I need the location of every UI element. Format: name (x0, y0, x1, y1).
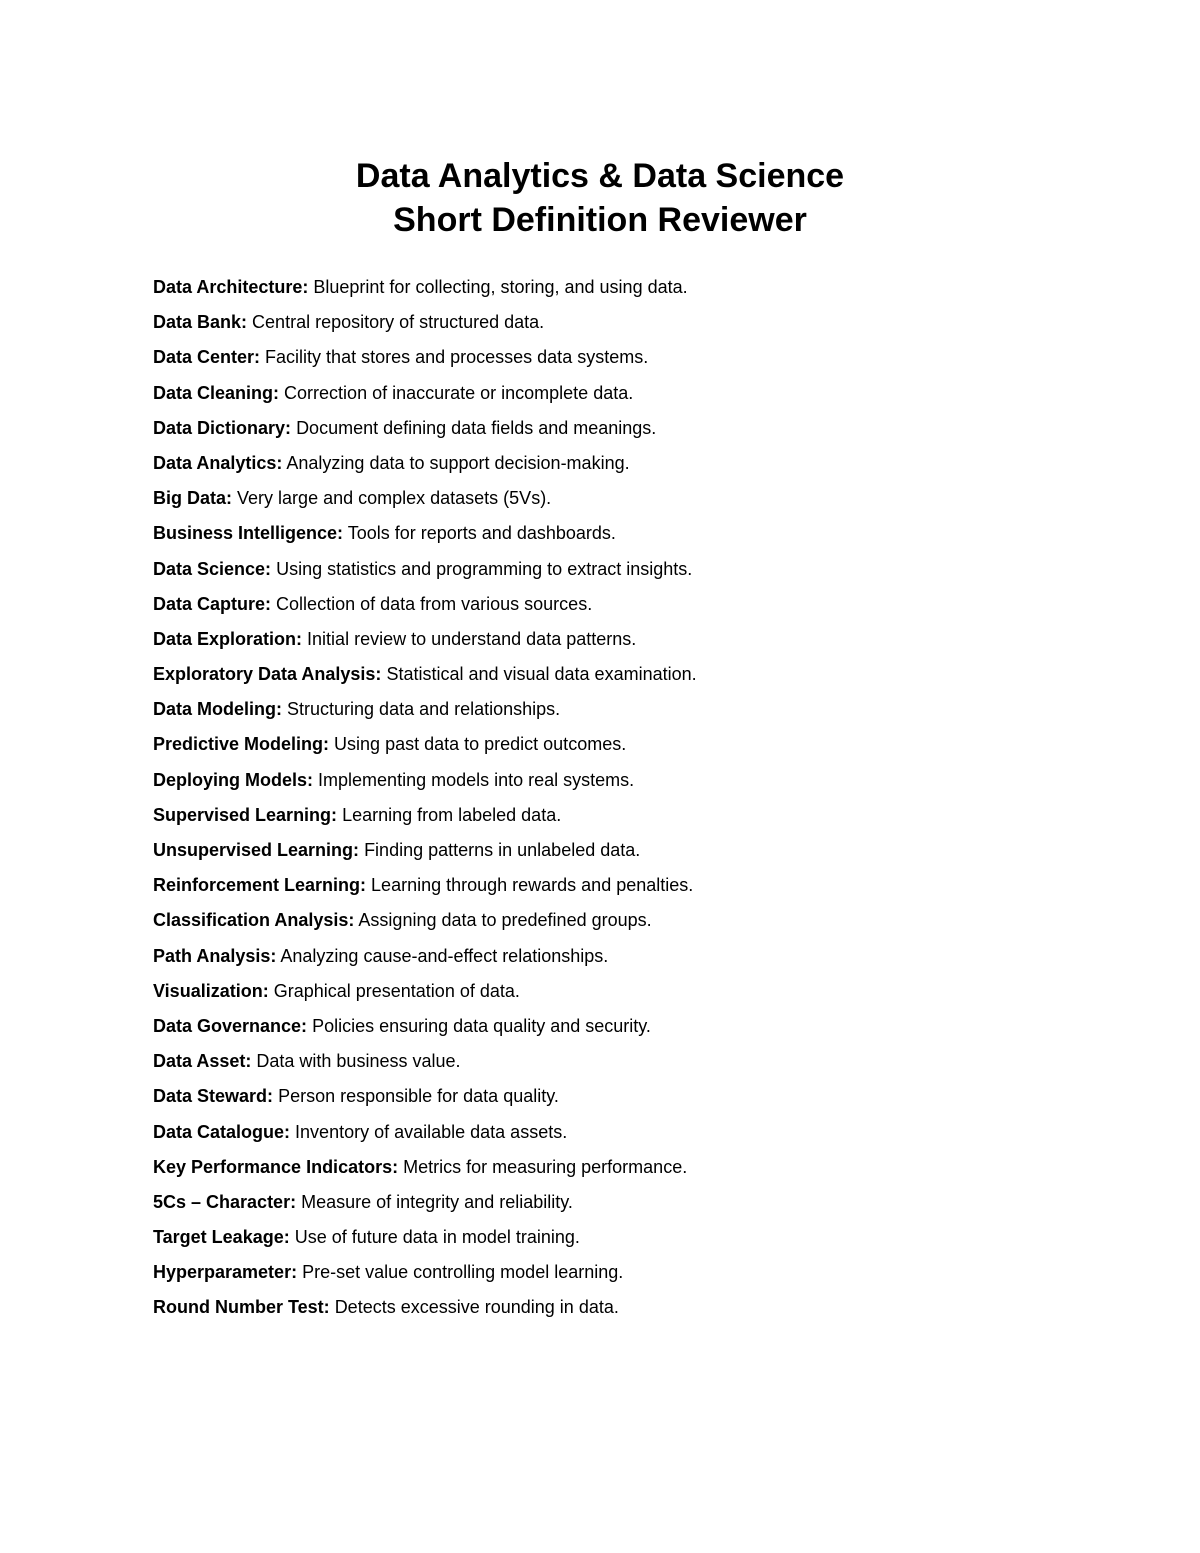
definition-item (153, 1150, 697, 1185)
definition-item (153, 446, 697, 481)
definition-text: Policies ensuring data quality and security. (312, 1015, 651, 1036)
definition-text: Initial review to understand data patterns. (307, 628, 637, 649)
definition-item (153, 1009, 697, 1044)
definition-term: Visualization: (153, 980, 269, 1001)
definition-term: Key Performance Indicators: (153, 1156, 399, 1177)
definition-text: Finding patterns in unlabeled data. (364, 840, 641, 860)
definition-item (153, 552, 697, 587)
definition-item (153, 833, 697, 868)
definition-item (153, 974, 697, 1009)
definition-text: Learning through rewards and penalties. (371, 875, 694, 896)
definition-item (153, 798, 697, 833)
definition-term: Predictive Modeling: (153, 734, 330, 755)
document-title (0, 154, 1200, 242)
definition-term: Reinforcement Learning: (153, 875, 367, 896)
definition-text: Detects excessive rounding in data. (334, 1297, 619, 1318)
definition-text: Data with business value. (256, 1051, 461, 1072)
definition-item (153, 727, 697, 762)
definition-item (153, 411, 697, 446)
definition-term: Data Analytics: (153, 452, 283, 473)
definition-term: Deploying Models: (153, 769, 314, 790)
definition-item (153, 939, 697, 974)
definition-term: Unsupervised Learning: (153, 840, 360, 860)
definition-item (153, 1079, 697, 1114)
definition-term: Data Modeling: (153, 699, 282, 720)
definition-term: Business Intelligence: (153, 523, 344, 544)
definition-item (153, 270, 697, 305)
definition-item (153, 1044, 697, 1079)
definition-term: Classification Analysis: (153, 910, 355, 931)
definition-term: Data Bank: (153, 312, 248, 333)
definition-list (153, 270, 697, 1326)
definition-term: Data Science: (153, 558, 272, 579)
definition-item (153, 868, 697, 903)
definition-term: Path Analysis: (153, 945, 277, 966)
definition-text: Collection of data from various sources. (276, 593, 593, 614)
title-line-2: Short Definition Reviewer (393, 201, 807, 239)
definition-term: 5Cs – Character: (153, 1191, 297, 1212)
title-line-1: Data Analytics & Data Science (355, 157, 845, 195)
definition-item (153, 376, 697, 411)
definition-term: Target Leakage: (153, 1227, 290, 1248)
definition-item (153, 622, 697, 657)
definition-term: Data Asset: (153, 1051, 252, 1072)
definition-term: Data Architecture: (153, 277, 309, 297)
definition-text: Person responsible for data quality. (278, 1086, 559, 1107)
definition-term: Data Steward: (153, 1086, 274, 1107)
definition-item (153, 657, 697, 692)
definition-term: Data Exploration: (153, 628, 303, 649)
definition-text: Analyzing data to support decision-making. (286, 452, 630, 473)
definition-text: Analyzing cause-and-effect relationships. (280, 945, 609, 966)
definition-text: Statistical and visual data examination. (386, 664, 697, 685)
definition-text: Central repository of structured data. (252, 312, 545, 333)
definition-item (153, 692, 697, 727)
definition-term: Big Data: (153, 488, 233, 509)
definition-item (153, 1220, 697, 1255)
definition-text: Measure of integrity and reliability. (301, 1191, 573, 1212)
definition-text: Use of future data in model training. (294, 1227, 580, 1248)
definition-term: Data Cleaning: (153, 382, 280, 403)
definition-item (153, 763, 697, 798)
definition-item (153, 1290, 697, 1325)
definition-item (153, 1115, 697, 1150)
definition-text: Pre-set value controlling model learning. (302, 1262, 624, 1283)
definition-text: Inventory of available data assets. (295, 1121, 568, 1142)
definition-term: Exploratory Data Analysis: (153, 664, 382, 685)
definition-term: Round Number Test: (153, 1297, 330, 1318)
definition-term: Data Catalogue: (153, 1121, 291, 1142)
definition-item (153, 903, 697, 938)
definition-text: Metrics for measuring performance. (403, 1156, 688, 1177)
definition-text: Assigning data to predefined groups. (358, 910, 652, 931)
definition-item (153, 305, 697, 340)
definition-text: Implementing models into real systems. (318, 769, 635, 790)
definition-item (153, 1255, 697, 1290)
definition-term: Data Center: (153, 347, 261, 368)
definition-item (153, 516, 697, 551)
definition-item (153, 587, 697, 622)
definition-text: Graphical presentation of data. (273, 980, 520, 1001)
definition-item (153, 1185, 697, 1220)
definition-text: Learning from labeled data. (342, 804, 562, 825)
definition-text: Correction of inaccurate or incomplete data. (284, 382, 634, 403)
definition-term: Hyperparameter: (153, 1262, 298, 1283)
definition-text: Document defining data fields and meanings. (296, 417, 657, 438)
definition-text: Facility that stores and processes data systems. (265, 347, 649, 368)
definition-term: Data Dictionary: (153, 417, 292, 438)
definition-text: Structuring data and relationships. (287, 699, 561, 720)
definition-text: Blueprint for collecting, storing, and using data. (313, 277, 688, 297)
definition-term: Data Capture: (153, 593, 272, 614)
definition-term: Supervised Learning: (153, 804, 338, 825)
definition-text: Very large and complex datasets (5Vs). (237, 488, 552, 509)
definition-term: Data Governance: (153, 1015, 308, 1036)
definition-item (153, 340, 697, 375)
definition-text: Using past data to predict outcomes. (334, 734, 627, 755)
definition-item (153, 481, 697, 516)
definition-text: Using statistics and programming to extract insights. (276, 558, 693, 579)
definition-text: Tools for reports and dashboards. (347, 523, 616, 544)
